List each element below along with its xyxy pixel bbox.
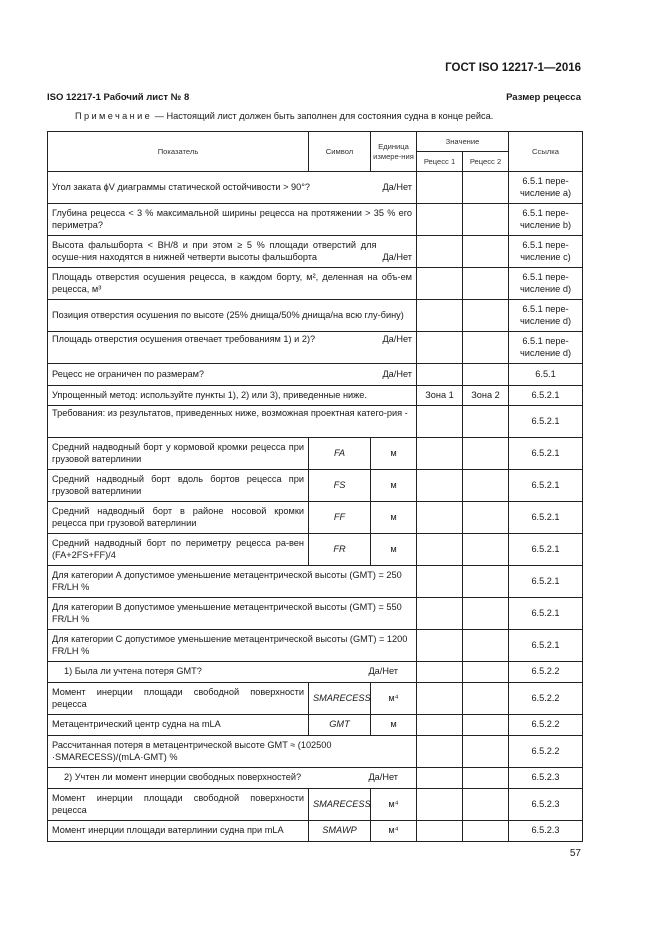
recess-2-cell[interactable] [463,268,509,300]
row-question: Для категории С допустимое уменьшение метацентрической высоты (GMT) = 1200 FR/LH % [48,630,417,662]
row-reference: 6.5.2.3 [509,768,583,789]
recess-2-cell[interactable] [463,598,509,630]
zone-2-cell[interactable] [463,406,509,438]
row-answer: Да/Нет [368,772,398,783]
recess-2-cell[interactable] [463,662,509,683]
recess-1-cell[interactable] [417,630,463,662]
recess-1-cell[interactable] [417,821,463,842]
table-row [48,598,583,630]
worksheet-table [47,131,583,842]
recess-1-cell[interactable] [417,534,463,566]
row-question: Для категории А допустимое уменьшение метацентрической высоты (GMT) = 250 FR/LH % [48,566,417,598]
table-row [48,172,583,204]
row-question: Момент инерции площади ватерлинии судна при mLA [48,821,309,842]
recess-2-cell[interactable] [463,204,509,236]
table-row [48,438,583,470]
table-row [48,662,583,683]
recess-1-cell[interactable] [417,768,463,789]
recess-2-cell[interactable] [463,172,509,204]
recess-2-cell[interactable] [463,736,509,768]
recess-2-cell[interactable] [463,768,509,789]
row-reference: 6.5.1 пере-числение b) [509,204,583,236]
table-row [48,470,583,502]
recess-2-cell[interactable] [463,789,509,821]
row-answer: Да/Нет [382,251,412,262]
row-symbol: SMAWP [309,821,371,842]
row-question: Высота фальшборта < BH/8 и при этом ≥ 5 % площади отверстий для осуше-ния находятся в нижней четверти высоты фальшборта [52,239,377,262]
recess-2-cell[interactable] [463,566,509,598]
recess-1-cell[interactable] [417,172,463,204]
row-question: Средний надводный борт в районе носовой кромки рецесса при грузовой ватерлинии [48,502,309,534]
table-row [48,683,583,715]
recess-2-cell[interactable] [463,470,509,502]
recess-2-cell[interactable] [463,821,509,842]
row-reference: 6.5.2.3 [509,821,583,842]
row-answer: Да/Нет [382,181,412,192]
row-question: Рецесс не ограничен по размерам? [52,368,205,379]
row-question: Угол заката ϕV диаграммы статической остойчивости > 90°? [52,181,311,192]
row-question: Площадь отверстия осушения отвечает требованиям 1) и 2)? [52,334,316,344]
table-row [48,204,583,236]
row-reference: 6.5.1 пере-числение d) [509,300,583,332]
row-symbol: FA [309,438,371,470]
recess-1-cell[interactable] [417,438,463,470]
row-reference: 6.5.1 пере-числение с) [509,236,583,268]
table-row [48,268,583,300]
recess-1-cell[interactable] [417,300,463,332]
row-unit: м⁴ [371,821,417,842]
row-question: 1) Была ли учтена потеря GMT? [64,666,202,677]
row-reference: 6.5.2.1 [509,438,583,470]
row-unit: м [371,470,417,502]
row-unit: м [371,715,417,736]
row-reference: 6.5.1 пере-числение d) [509,332,583,364]
col-unit: Единица измере-ния [371,132,417,172]
table-row [48,715,583,736]
col-indicator: Показатель [48,132,309,172]
row-reference: 6.5.1 пере-числение d) [509,268,583,300]
row-reference: 6.5.1 пере-числение а) [509,172,583,204]
row-reference: 6.5.2.1 [509,470,583,502]
col-reference: Ссылка [509,132,583,172]
row-symbol: GMT [309,715,371,736]
recess-2-cell[interactable] [463,534,509,566]
row-unit: м⁴ [371,683,417,715]
row-question: Метацентрический центр судна на mLA [48,715,309,736]
recess-2-cell[interactable] [463,332,509,364]
row-question: Средний надводный борт по периметру рецесса ра-вен (FA+2FS+FF)/4 [48,534,309,566]
recess-1-cell[interactable] [417,736,463,768]
recess-2-cell[interactable] [463,715,509,736]
row-unit: м [371,438,417,470]
recess-2-cell[interactable] [463,300,509,332]
row-reference: 6.5.2.1 [509,386,583,406]
table-row [48,502,583,534]
table-row [48,821,583,842]
recess-1-cell[interactable] [417,332,463,364]
row-reference: 6.5.2.2 [509,662,583,683]
recess-1-cell[interactable] [417,598,463,630]
recess-1-cell[interactable] [417,204,463,236]
recess-1-cell[interactable] [417,715,463,736]
row-reference: 6.5.2.1 [509,598,583,630]
row-question: Позиция отверстия осушения по высоте (25% днища/50% днища/на всю глу-бину) [48,300,417,332]
row-reference: 6.5.1 [509,364,583,386]
row-question: Упрощенный метод: используйте пункты 1), 2) или 3), приведенные ниже. [48,386,417,406]
recess-2-cell[interactable] [463,364,509,386]
note-text: — Настоящий лист должен быть заполнен для состояния судна в конце рейса. [152,111,494,121]
recess-1-cell[interactable] [417,470,463,502]
row-unit: м [371,534,417,566]
row-unit: м⁴ [371,789,417,821]
row-question: Средний надводный борт вдоль бортов рецесса при грузовой ватерлинии [48,470,309,502]
row-answer: Да/Нет [382,334,412,344]
row-question: Глубина рецесса < 3 % максимальной ширины рецесса на протяжении > 35 % его периметра? [48,204,417,236]
row-symbol: SMARECESS [309,683,371,715]
recess-1-cell[interactable] [417,502,463,534]
col-recess-1: Рецесс 1 [417,152,463,172]
recess-1-cell[interactable] [417,662,463,683]
row-symbol: FF [309,502,371,534]
row-symbol: FR [309,534,371,566]
row-question: Площадь отверстия осушения рецесса, в каждом борту, м², деленная на объ-ем рецесса, м³ [48,268,417,300]
recess-1-cell[interactable] [417,789,463,821]
row-question: Момент инерции площади свободной поверхности рецесса [48,683,309,715]
col-value: Значение [417,132,509,152]
note [75,111,493,121]
standard-designation: ГОСТ ISO 12217-1—2016 [445,62,581,74]
recess-1-cell[interactable] [417,566,463,598]
col-symbol: Символ [309,132,371,172]
table-row [48,534,583,566]
row-answer: Да/Нет [368,666,398,677]
recess-2-cell[interactable] [463,630,509,662]
row-reference: 6.5.2.2 [509,715,583,736]
row-question: 2) Учтен ли момент инерции свободных поверхностей? [64,772,302,783]
row-question: Момент инерции площади свободной поверхности рецесса [48,789,309,821]
table-row [48,789,583,821]
section-title: Размер рецесса [506,92,581,103]
recess-2-cell[interactable] [463,236,509,268]
row-question: Требования: из результатов, приведенных ниже, возможная проектная катего-рия - [48,406,417,438]
recess-2-cell[interactable] [463,438,509,470]
row-reference: 6.5.2.1 [509,630,583,662]
zone-1-label: Зона 1 [417,386,463,406]
note-label: Примечание [75,111,153,121]
table-row [48,300,583,332]
table-row [48,566,583,598]
table-row [48,332,583,364]
recess-1-cell[interactable] [417,683,463,715]
row-symbol: FS [309,470,371,502]
worksheet-title: ISO 12217-1 Рабочий лист № 8 [47,92,190,103]
row-question: Средний надводный борт у кормовой кромки рецесса при грузовой ватерлинии [48,438,309,470]
row-symbol: SMARECESS [309,789,371,821]
page-number: 57 [569,848,581,859]
table-row [48,406,583,438]
row-answer: Да/Нет [382,368,412,379]
row-reference: 6.5.2.1 [509,406,583,438]
recess-1-cell[interactable] [417,236,463,268]
row-reference: 6.5.2.1 [509,502,583,534]
table-row [48,236,583,268]
zone-2-label: Зона 2 [463,386,509,406]
zone-1-cell[interactable] [417,406,463,438]
recess-2-cell[interactable] [463,502,509,534]
row-reference: 6.5.2.1 [509,534,583,566]
row-reference: 6.5.2.2 [509,736,583,768]
row-unit: м [371,502,417,534]
row-question: Рассчитанная потеря в метацентрической высоте GMT ≈ (102500 ·SMARECESS)/(mLA·GMT) % [48,736,417,768]
row-reference: 6.5.2.3 [509,789,583,821]
row-reference: 6.5.2.2 [509,683,583,715]
table-row [48,364,583,386]
col-recess-2: Рецесс 2 [463,152,509,172]
table-row [48,736,583,768]
recess-1-cell[interactable] [417,364,463,386]
recess-1-cell[interactable] [417,268,463,300]
row-question: Для категории В допустимое уменьшение метацентрической высоты (GMT) = 550 FR/LH % [48,598,417,630]
recess-2-cell[interactable] [463,683,509,715]
table-row [48,630,583,662]
table-row [48,768,583,789]
table-row [48,386,583,406]
row-reference: 6.5.2.1 [509,566,583,598]
